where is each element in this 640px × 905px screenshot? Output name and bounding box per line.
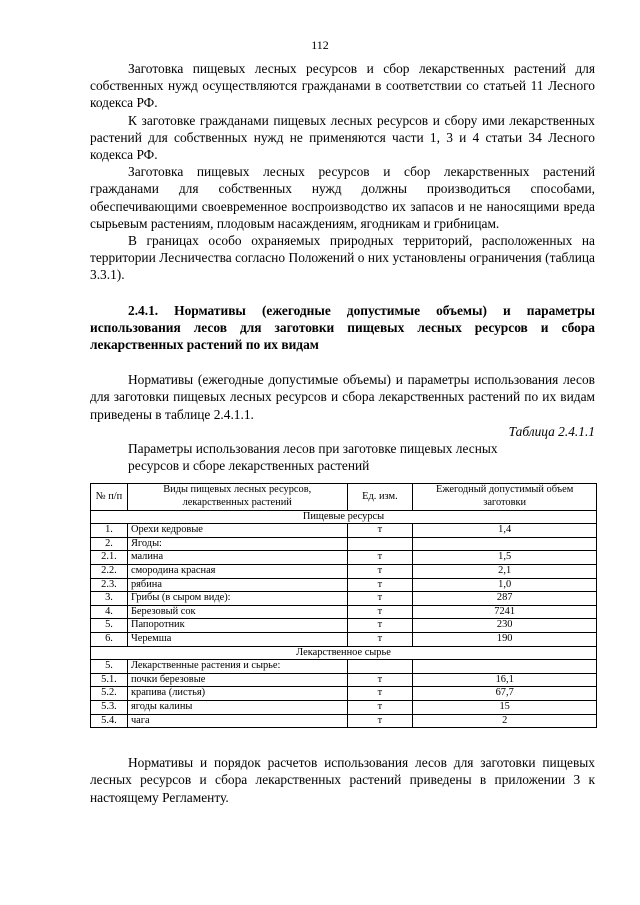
row-num: 5. xyxy=(91,660,128,674)
row-value: 1,5 xyxy=(413,551,597,565)
table-row xyxy=(91,524,597,538)
row-num: 2.3. xyxy=(91,578,128,592)
table-row xyxy=(91,619,597,633)
header-volume: Ежегодный допустимый объем заготовки xyxy=(413,484,597,510)
table-number: Таблица 2.4.1.1 xyxy=(508,423,595,439)
row-unit: т xyxy=(347,714,413,728)
row-num: 2. xyxy=(91,537,128,551)
section-food-label: Пищевые ресурсы xyxy=(91,510,597,524)
row-value xyxy=(413,537,597,551)
row-value: 15 xyxy=(413,700,597,714)
row-value xyxy=(413,660,597,674)
row-num: 5. xyxy=(91,619,128,633)
table-row xyxy=(91,714,597,728)
row-num: 6. xyxy=(91,633,128,647)
header-unit: Ед. изм. xyxy=(347,484,413,510)
section-row xyxy=(91,646,597,660)
row-unit: т xyxy=(347,700,413,714)
paragraph: Заготовка пищевых лесных ресурсов и сбор лекарственных растений гражданами для собственных нужд должны производиться способами, обеспечивающими своевременное воспроизводство их запасов и не наносящими вреда сырьевым растениям, плодовым насаждениям, ягодникам и грибницам. xyxy=(90,164,595,231)
page-number: 112 xyxy=(311,38,329,52)
paragraph: Заготовка пищевых лесных ресурсов и сбор лекарственных растений для собственных нужд осуществляются гражданами в соответствии со статьей 11 Лесного кодекса РФ. xyxy=(90,61,595,111)
row-value: 190 xyxy=(413,633,597,647)
row-num: 2.1. xyxy=(91,551,128,565)
row-num: 5.3. xyxy=(91,700,128,714)
row-name: Лекарственные растения и сырье: xyxy=(127,660,347,674)
header-type: Виды пищевых лесных ресурсов, лекарственных растений xyxy=(127,484,347,510)
row-unit: т xyxy=(347,565,413,579)
row-unit: т xyxy=(347,619,413,633)
row-num: 5.1. xyxy=(91,673,128,687)
row-num: 5.4. xyxy=(91,714,128,728)
row-name: крапива (листья) xyxy=(127,687,347,701)
row-num: 4. xyxy=(91,605,128,619)
row-unit: т xyxy=(347,551,413,565)
row-value: 67,7 xyxy=(413,687,597,701)
table-row xyxy=(91,700,597,714)
section-heading: 2.4.1. Нормативы (ежегодные допустимые объемы) и параметры использования лесов для заготовки пищевых лесных ресурсов и сбора лекарственных растений по их видам xyxy=(90,302,595,353)
table-row xyxy=(91,551,597,565)
row-name: Березовый сок xyxy=(127,605,347,619)
resources-table xyxy=(90,483,597,728)
row-value: 2 xyxy=(413,714,597,728)
table-header-row xyxy=(91,484,597,510)
row-name: малина xyxy=(127,551,347,565)
row-value: 1,0 xyxy=(413,578,597,592)
row-unit: т xyxy=(347,687,413,701)
section-row xyxy=(91,510,597,524)
row-name: почки березовые xyxy=(127,673,347,687)
row-value: 2,1 xyxy=(413,565,597,579)
row-num: 5.2. xyxy=(91,687,128,701)
paragraph: В границах особо охраняемых природных территорий, расположенных на территории Лесничества согласно Положений о них установлены ограничения (таблица 3.3.1). xyxy=(90,233,595,283)
table-row xyxy=(91,633,597,647)
row-unit: т xyxy=(347,633,413,647)
row-num: 1. xyxy=(91,524,128,538)
document-body xyxy=(90,60,595,806)
table-row xyxy=(91,660,597,674)
row-value: 287 xyxy=(413,592,597,606)
row-name: Грибы (в сыром виде): xyxy=(127,592,347,606)
row-name: смородина красная xyxy=(127,565,347,579)
header-num: № п/п xyxy=(91,484,128,510)
row-name: ягоды калины xyxy=(127,700,347,714)
row-name: рябина xyxy=(127,578,347,592)
row-value: 1,4 xyxy=(413,524,597,538)
table-row xyxy=(91,537,597,551)
row-value: 7241 xyxy=(413,605,597,619)
table-row xyxy=(91,578,597,592)
table-row xyxy=(91,565,597,579)
row-unit: т xyxy=(347,578,413,592)
row-num: 2.2. xyxy=(91,565,128,579)
row-unit: т xyxy=(347,605,413,619)
row-name: Орехи кедровые xyxy=(127,524,347,538)
table-caption-line-2: ресурсов и сборе лекарственных растений xyxy=(128,458,370,474)
row-value: 230 xyxy=(413,619,597,633)
table-caption-line-1: Параметры использования лесов при заготовке пищевых лесных xyxy=(128,441,498,457)
section-medicinal-label: Лекарственное сырье xyxy=(91,646,597,660)
row-unit xyxy=(347,660,413,674)
row-name: Ягоды: xyxy=(127,537,347,551)
row-value: 16,1 xyxy=(413,673,597,687)
table-row xyxy=(91,673,597,687)
closing-paragraph: Нормативы и порядок расчетов использования лесов для заготовки пищевых лесных ресурсов и сбора лекарственных растений приведены в приложении 3 к настоящему Регламенту. xyxy=(90,755,595,805)
table-row xyxy=(91,687,597,701)
intro-paragraph: Нормативы (ежегодные допустимые объемы) и параметры использования лесов для заготовки пищевых лесных ресурсов и сбора лекарственных растений по их видам приведены в таблице 2.4.1.1. xyxy=(90,372,595,422)
row-name: чага xyxy=(127,714,347,728)
table-row xyxy=(91,605,597,619)
table-row xyxy=(91,592,597,606)
row-unit: т xyxy=(347,592,413,606)
row-unit xyxy=(347,537,413,551)
row-unit: т xyxy=(347,673,413,687)
paragraph: К заготовке гражданами пищевых лесных ресурсов и сбору ими лекарственных растений для собственных нужд не применяются части 1, 3 и 4 статьи 34 Лесного кодекса РФ. xyxy=(90,112,595,163)
row-name: Папоротник xyxy=(127,619,347,633)
row-name: Черемша xyxy=(127,633,347,647)
row-unit: т xyxy=(347,524,413,538)
row-num: 3. xyxy=(91,592,128,606)
